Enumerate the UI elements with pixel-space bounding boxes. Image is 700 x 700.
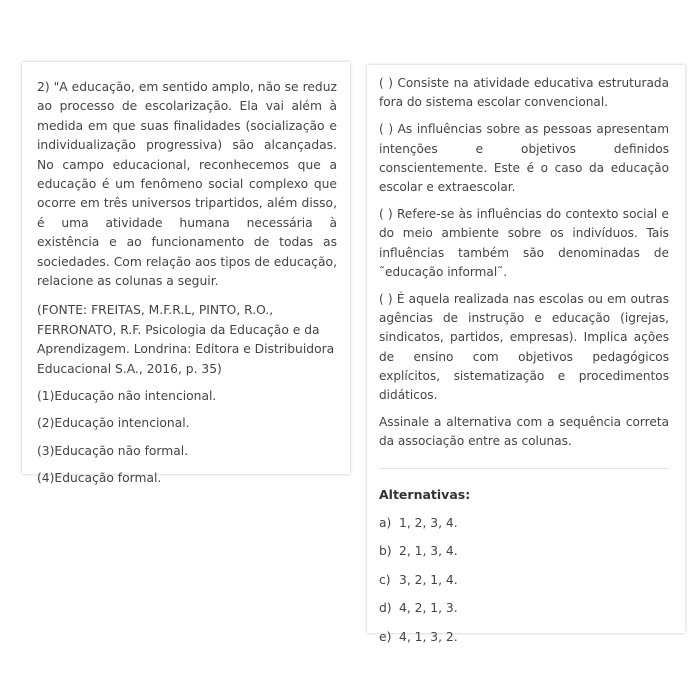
alternatives-title: Alternativas:: [379, 486, 471, 502]
alternative-answer: 2, 1, 3, 4.: [399, 544, 458, 559]
question-panel-right: [367, 65, 685, 644]
column-two-statement: ( ) As influências sobre as pessoas apresentam intenções e objetivos definidos conscientemente. Este é o caso da educação escolar e extraescolar.: [379, 122, 669, 195]
alternative-letter: e): [379, 629, 392, 644]
column-one-item: (4)Educação formal.: [37, 470, 162, 485]
alternative-letter: b): [379, 544, 392, 559]
alternative-d[interactable]: [379, 600, 669, 629]
alternative-answer: 1, 2, 3, 4.: [399, 515, 458, 530]
alternative-c[interactable]: [379, 572, 669, 601]
column-one-list: [37, 387, 337, 488]
alternatives-list: [379, 515, 669, 658]
alternative-e[interactable]: [379, 629, 669, 658]
column-one-item: (3)Educação não formal.: [37, 443, 189, 458]
column-one-item: (2)Educação intencional.: [37, 416, 190, 431]
alternative-a[interactable]: [379, 515, 669, 544]
question-text: 2) "A educação, em sentido amplo, não se reduz ao processo de escolarização. Ela vai além à medida em que suas finalidades (socialização e individualização progressiva) são alcançadas. No campo educacional, reconhecemos que a educação é um fenômeno social complexo que ocorre em três universos tripartidos, além disso, é uma atividade humana necessária à existência e ao funcionamento de todas as sociedades. Com relação aos tipos de educação, relacione as colunas a seguir.: [37, 80, 337, 289]
alternative-letter: c): [379, 572, 391, 587]
divider: [379, 468, 669, 469]
column-one-item: (1)Educação não intencional.: [37, 389, 217, 404]
alternative-answer: 4, 1, 3, 2.: [399, 629, 458, 644]
column-two-statement: ( ) É aquela realizada nas escolas ou em outras agências de instrução e educação (igrejas, sindicatos, partidos, empresas). Implica ações de ensino com objetivos pedagógicos explícitos, sistematização e procedimentos didáticos.: [379, 292, 669, 403]
source-citation: (FONTE: FREITAS, M.F.R.L, PINTO, R.O., FERRONATO, R.F. Psicologia da Educação e da Aprendizagem. Londrina: Editora e Distribuidora Educacional S.A., 2016, p. 35): [37, 303, 335, 376]
alternative-answer: 4, 2, 1, 3.: [399, 601, 458, 616]
alternative-answer: 3, 2, 1, 4.: [399, 572, 458, 587]
question-panel-left: [22, 62, 350, 485]
instruction-text: Assinale a alternativa com a sequência correta da associação entre as colunas.: [379, 415, 669, 449]
column-two-statement: ( ) Refere-se às influências do contexto social e do meio ambiente sobre os indivíduos. Tais influências também são denominadas de ˜educação informal˜.: [379, 207, 669, 279]
alternative-letter: a): [379, 515, 392, 530]
alternative-letter: d): [379, 601, 392, 616]
column-two-statement: ( ) Consiste na atividade educativa estruturada fora do sistema escolar convencional.: [379, 76, 669, 110]
alternative-b[interactable]: [379, 543, 669, 572]
